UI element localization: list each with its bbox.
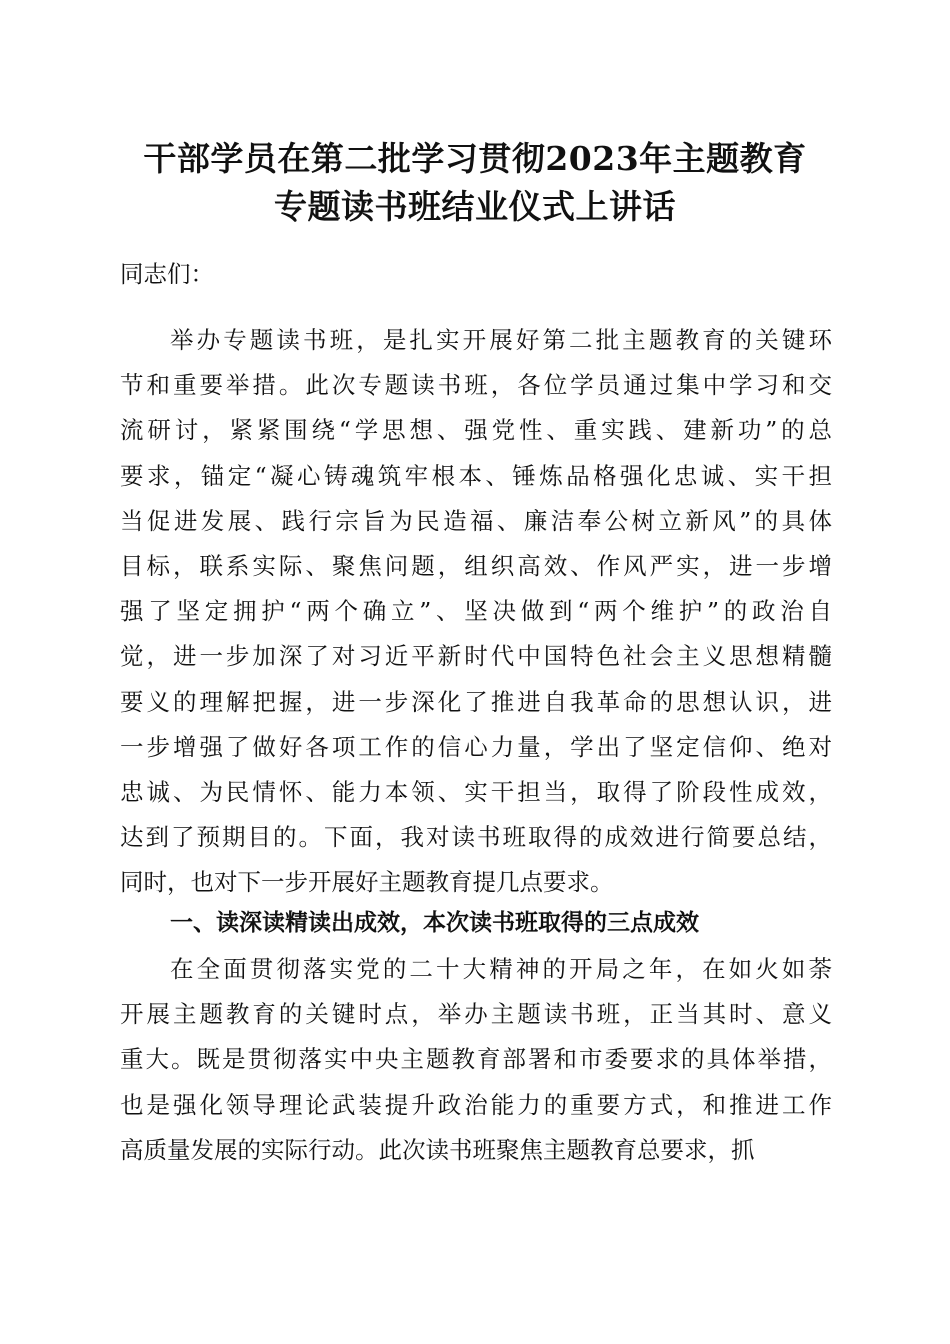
document-title-line-2: 专题读书班结业仪式上讲话 [274,187,676,226]
paragraph-line: 达到了预期目的。下面，我对读书班取得的成效进行简要总结， [120,823,832,852]
document-title-line-1: 干部学员在第二批学习贯彻2023年主题教育 [143,139,807,178]
paragraph-line: 忠诚、为民情怀、能力本领、实干担当，取得了阶段性成效， [120,778,832,806]
paragraph-line: 在全面贯彻落实党的二十大精神的开局之年，在如火如荼 [170,955,832,983]
paragraph-line: 节和重要举措。此次专题读书班，各位学员通过集中学习和交 [120,371,832,400]
paragraph-line: 高质量发展的实际行动。此次读书班聚焦主题教育总要求，抓 [120,1135,755,1164]
paragraph-line: 开展主题教育的关键时点，举办主题读书班，正当其时、意义 [120,1000,832,1029]
salutation: 同志们： [120,260,214,288]
paragraph-line: 当促进发展、践行宗旨为民造福、廉洁奉公树立新风”的具体 [120,506,832,535]
paragraph-line: 觉，进一步加深了对习近平新时代中国特色社会主义思想精髓 [120,642,832,671]
section-heading-1: 一、读深读精读出成效，本次读书班取得的三点成效 [170,910,699,936]
paragraph-line: 要义的理解把握，进一步深化了推进自我革命的思想认识，进 [120,687,832,716]
paragraph-line: 同时，也对下一步开展好主题教育提几点要求。 [120,868,614,897]
paragraph-line: 流研讨，紧紧围绕“学思想、强党性、重实践、建新功”的总 [120,416,832,445]
paragraph-line: 强了坚定拥护“两个确立”、坚决做到“两个维护”的政治自 [120,597,832,626]
paragraph-line: 目标，联系实际、聚焦问题，组织高效、作风严实，进一步增 [120,552,832,580]
paragraph-line: 举办专题读书班，是扎实开展好第二批主题教育的关键环 [170,326,832,354]
paragraph-line: 也是强化领导理论武装提升政治能力的重要方式，和推进工作 [120,1090,832,1119]
paragraph-line: 要求，锚定“凝心铸魂筑牢根本、锤炼品格强化忠诚、实干担 [120,461,832,490]
paragraph-line: 一步增强了做好各项工作的信心力量，学出了坚定信仰、绝对 [120,732,832,761]
paragraph-line: 重大。既是贯彻落实中央主题教育部署和市委要求的具体举措， [120,1045,832,1074]
